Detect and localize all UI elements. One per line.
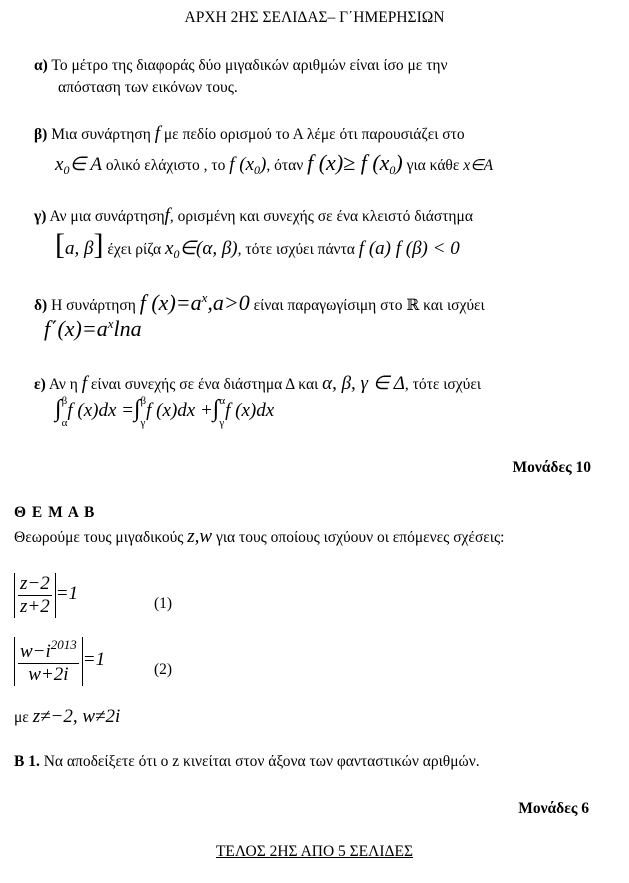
item-a-line1: Το μέτρο της διαφοράς δύο μιγαδικών αριθμών είναι ίσο με την xyxy=(51,57,448,74)
item-b-in-A: ∈ A xyxy=(69,154,103,175)
item-b-x0: $x_0$ xyxy=(55,154,70,177)
item-b-f: f xyxy=(154,123,160,144)
item-c-text-root: έχει ρίζα xyxy=(107,241,162,258)
item-c-text-post: , ορισμένη και συνεχής σε ένα κλειστό διάστημα xyxy=(169,208,473,225)
equation-2: $\frac{w-i^{2013}}{\overline{w}+2i}$ =1 xyxy=(14,637,105,686)
item-e-integral: ∫β αf (x)dx =∫β γf (x)dx +∫α γf (x)dx xyxy=(55,395,275,429)
item-e-line1 xyxy=(34,372,481,395)
item-e-text-mid: είναι συνεχής σε ένα διάστημα Δ και xyxy=(90,376,319,393)
item-b-line1 xyxy=(34,123,465,145)
item-d-derivative: $f΄(x)=a^x\ln a$ xyxy=(44,316,142,341)
item-d-marker: δ) xyxy=(34,297,48,314)
equation-1-label: (1) xyxy=(154,595,173,612)
item-b-line2 xyxy=(55,150,493,178)
item-e-text-post: , τότε ισχύει xyxy=(404,376,482,393)
item-b-text-forall: για κάθε xyxy=(406,157,460,174)
page-header: ΑΡΧΗ 2ΗΣ ΣΕΛΙΔΑΣ– Γ΄ΗΜΕΡΗΣΙΩΝ xyxy=(184,9,445,26)
item-e-vars: α, β, γ ∈ Δ xyxy=(322,373,405,394)
item-c-x0: $x_0\in(\alpha$, β) xyxy=(165,238,238,261)
item-c-marker: γ) xyxy=(34,208,47,225)
page-footer: ΤΕΛΟΣ 2ΗΣ ΑΠΟ 5 ΣΕΛΙΔΕΣ xyxy=(215,843,414,860)
question-b1: Β 1. Να αποδείξετε ότι ο z κινείται στον άξονα των φανταστικών αριθμών. xyxy=(14,753,480,770)
item-e-marker: ε) xyxy=(34,376,46,393)
item-b-text-pre: Μια συνάρτηση xyxy=(51,126,151,143)
points-6: Μονάδες 6 xyxy=(518,800,589,817)
item-d-line1 xyxy=(34,290,485,316)
item-c-interval: a, β xyxy=(65,238,94,259)
item-c-text-then: , τότε ισχύει πάντα xyxy=(237,241,355,258)
equation-2-label: (2) xyxy=(154,661,173,678)
item-b-text-when: , όταν xyxy=(266,157,304,174)
item-b-marker: β) xyxy=(34,126,48,143)
item-d-func: f $(x)=a^x,a>0$ xyxy=(139,290,250,315)
item-b-text-post: με πεδίο ορισμού το Α λέμε ότι παρουσιάζει στο xyxy=(163,126,465,143)
item-e-f: f xyxy=(81,373,88,394)
theme-b-intro: Θεωρούμε τους μιγαδικούς z,w για τους οποίους ισχύουν οι επόμενες σχέσεις: xyxy=(14,526,505,547)
item-d-text-post: είναι παραγωγίσιμη στο ℝ και ισχύει xyxy=(253,297,485,314)
item-c-line1 xyxy=(34,205,473,227)
item-c-product: f (a) f (β) < 0 xyxy=(358,238,460,259)
item-e-text-pre: Αν η xyxy=(48,376,78,393)
item-b-ineq: f (x)≥ f $(x_0)$ xyxy=(307,150,403,177)
item-c-text-pre: Αν μια συνάρτηση xyxy=(49,208,165,225)
item-b-x-in-A: x∈A xyxy=(463,157,494,174)
item-a-marker: α) xyxy=(34,57,48,74)
item-b-text-min: ολικό ελάχιστο , το xyxy=(105,157,226,174)
condition: με z≠−2, w≠2i xyxy=(14,706,121,727)
points-10: Μονάδες 10 xyxy=(512,459,591,476)
equation-1: $\frac{z-2}{z+2}$ =1 xyxy=(14,573,78,618)
item-c-f: f xyxy=(164,205,170,226)
item-b-fx0: f $(x_0)$ xyxy=(229,154,267,177)
item-a xyxy=(34,57,448,75)
theme-b-title: Θ Ε Μ Α Β xyxy=(14,504,96,521)
item-a-line2: απόσταση των εικόνων τους. xyxy=(58,79,238,96)
item-c-line2: [a, β] έχει ρίζα $x_0\in(\alpha$, β), τότε ισχύει πάντα f (a) f (β) < 0 xyxy=(55,228,460,261)
item-d-text-pre: Η συνάρτηση xyxy=(51,297,136,314)
